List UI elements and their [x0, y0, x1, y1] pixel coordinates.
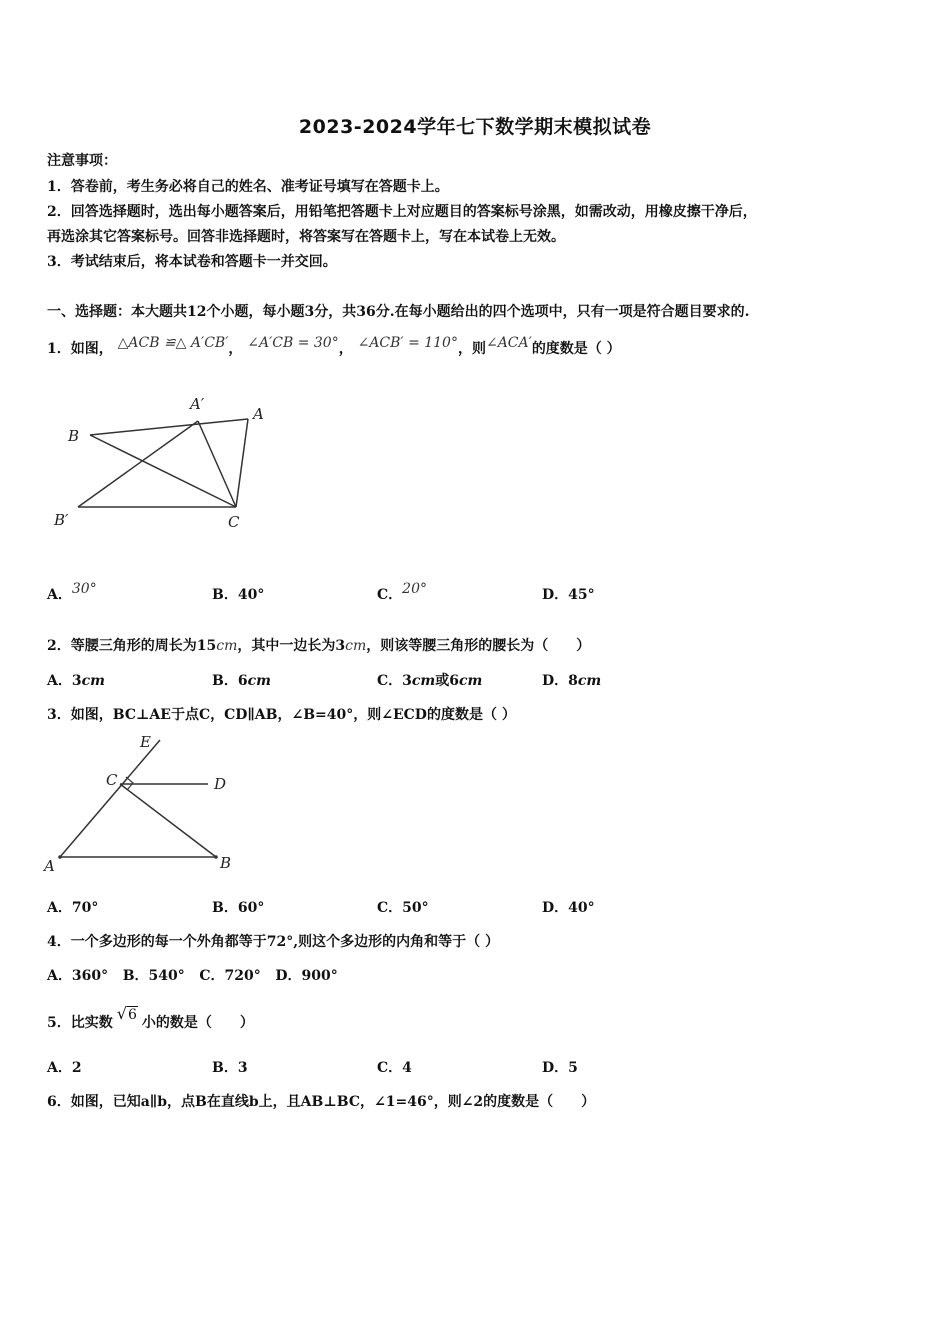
q1-label-C: C — [228, 513, 240, 531]
q5-sqrt — [117, 1005, 138, 1024]
q1-suffix: 的度数是（ ） — [531, 341, 621, 357]
q1-segment-Ap-C — [198, 421, 236, 507]
q5-prefix: 5．比实数 — [47, 1015, 113, 1031]
notice-heading: 注意事项： — [47, 153, 117, 169]
q2-option-B-label: B． — [212, 673, 238, 689]
q2-option-D-num: 8 — [568, 673, 578, 689]
q5-option-C-label: C． — [377, 1060, 403, 1076]
q1-option-D[interactable] — [542, 586, 595, 604]
q5-option-D-value: 5 — [568, 1060, 578, 1076]
q2-option-A-label: A． — [47, 673, 72, 689]
q3-option-B-label: B． — [212, 900, 238, 916]
q2-option-C-unit1: cm — [411, 673, 436, 689]
q5-option-D[interactable] — [542, 1059, 578, 1077]
question-3: 3．如图，BC⊥AE于点C，CD∥AB，∠B=40°，则∠ECD的度数是（ ） — [47, 707, 516, 723]
q3-option-C-label: C． — [377, 900, 403, 916]
q1-label-B-prime: B′ — [54, 511, 69, 529]
q2-option-B-unit: cm — [247, 673, 271, 689]
q5-suffix: 小的数是（ ） — [141, 1015, 254, 1031]
q3-point-B — [214, 855, 218, 859]
q3-label-C: C — [106, 771, 118, 789]
q2-option-D[interactable] — [542, 672, 601, 690]
q3-option-A-label: A． — [47, 900, 72, 916]
q2-option-B[interactable] — [212, 672, 271, 690]
question-6: 6．如图，已知a∥b，点B在直线b上，且AB⊥BC，∠1=46°，则∠2的度数是（ ） — [47, 1094, 596, 1110]
q1-segment-B-A — [90, 419, 248, 435]
q3-option-D[interactable] — [542, 899, 595, 917]
q3-label-B: B — [220, 854, 232, 872]
q2-option-C-num2: 6 — [449, 673, 459, 689]
q1-segment-A-C — [236, 419, 248, 507]
q1-option-C-value: 20° — [402, 581, 427, 597]
notice-item-2: 2．回答选择题时，选出每小题答案后，用铅笔把答题卡上对应题目的答案标号涂黑，如需改动，用橡皮擦干净后， — [47, 204, 757, 220]
q1-target-angle: ∠ACA′ — [485, 335, 532, 351]
q2-option-A-unit: cm — [81, 673, 105, 689]
q1-sep-2: ， — [338, 341, 353, 357]
q2-option-C-mid: 或 — [435, 673, 450, 689]
q2-option-B-num: 6 — [237, 673, 248, 689]
q3-figure — [40, 730, 240, 880]
q1-label-B: B — [68, 427, 80, 445]
q1-option-D-value: 45° — [568, 587, 595, 603]
q1-option-B[interactable] — [212, 586, 264, 604]
q5-option-B[interactable] — [212, 1059, 248, 1077]
question-5 — [47, 1004, 254, 1032]
q1-figure — [50, 385, 290, 545]
q3-option-C[interactable] — [377, 899, 429, 917]
q2-option-C-unit2: cm — [459, 673, 483, 689]
notice-item-2-cont: 再选涂其它答案标号。回答非选择题时，将答案写在答题卡上，写在本试卷上无效。 — [47, 229, 565, 245]
q5-option-A-value: 2 — [71, 1060, 82, 1076]
q2-text-b: ，其中一边长为3 — [237, 638, 346, 654]
q3-segment-C-B — [120, 784, 216, 857]
q5-radicand: 6 — [127, 1007, 137, 1023]
q2-option-C-label: C． — [377, 673, 403, 689]
sqrt-radical-icon: √ — [116, 1004, 127, 1023]
q1-condition-angle-1: ∠A′CB = 30° — [247, 335, 339, 351]
q1-prefix: 1．如图， — [47, 341, 113, 357]
notice-item-1: 1．答卷前，考生务必将自己的姓名、准考证号填写在答题卡上。 — [47, 179, 449, 195]
q3-option-D-label: D． — [542, 900, 569, 916]
q5-option-C-value: 4 — [402, 1060, 412, 1076]
q3-option-A-value: 70° — [71, 900, 99, 916]
q3-option-C-value: 50° — [402, 900, 429, 916]
q1-condition-congruent: △ACB ≌△ A′CB′ — [117, 335, 229, 351]
q1-option-A-label: A． — [47, 587, 72, 603]
q1-sep-1: ， — [228, 341, 243, 357]
q2-text-a: 2．等腰三角形的周长为15 — [47, 638, 217, 654]
q3-option-D-value: 40° — [568, 900, 595, 916]
q1-option-B-value: 40° — [237, 587, 265, 603]
q2-option-A[interactable] — [47, 672, 105, 690]
section-heading: 一、选择题：本大题共12个小题，每小题3分，共36分.在每小题给出的四个选项中，只有一项是符合题目要求的. — [47, 304, 750, 320]
notice-item-3: 3．考试结束后，将本试卷和答题卡一并交回。 — [47, 254, 337, 270]
exam-title: 2023-2024学年七下数学期末模拟试卷 — [298, 116, 652, 138]
q3-label-A: A — [44, 857, 55, 875]
question-1 — [47, 335, 621, 358]
q1-option-D-label: D． — [542, 587, 569, 603]
question-4: 4．一个多边形的每一个外角都等于72°,则这个多边形的内角和等于（ ） — [47, 934, 499, 950]
q5-option-B-label: B． — [212, 1060, 238, 1076]
q3-point-A — [58, 855, 62, 859]
q1-option-C-label: C． — [377, 587, 403, 603]
q2-option-C-num1: 3 — [402, 673, 412, 689]
q1-option-A[interactable] — [47, 581, 97, 604]
q5-option-B-value: 3 — [237, 1060, 248, 1076]
question-2 — [47, 637, 590, 655]
q2-option-D-label: D． — [542, 673, 569, 689]
q5-option-C[interactable] — [377, 1059, 412, 1077]
q2-option-C[interactable] — [377, 672, 482, 690]
q3-option-A[interactable] — [47, 899, 98, 917]
q3-label-E: E — [140, 733, 151, 751]
q5-option-A[interactable] — [47, 1059, 82, 1077]
q1-label-A: A — [253, 405, 264, 423]
q1-option-B-label: B． — [212, 587, 238, 603]
q1-option-A-value: 30° — [71, 581, 97, 597]
q5-option-A-label: A． — [47, 1060, 72, 1076]
q1-condition-angle-2: ∠ACB′ = 110° — [357, 335, 458, 351]
q3-label-D: D — [214, 775, 227, 793]
q1-label-A-prime: A′ — [190, 395, 205, 413]
q2-option-A-num: 3 — [71, 673, 82, 689]
q1-mid: ，则 — [457, 341, 486, 357]
q2-text-c: ，则该等腰三角形的腰长为（ ） — [366, 638, 591, 654]
q3-option-B[interactable] — [212, 899, 264, 917]
q3-option-B-value: 60° — [237, 900, 265, 916]
q3-segment-A-E — [60, 740, 160, 857]
q2-unit-2: cm — [345, 638, 367, 654]
q1-option-C[interactable] — [377, 581, 427, 604]
q5-option-D-label: D． — [542, 1060, 569, 1076]
q2-unit-1: cm — [216, 638, 238, 654]
q4-options[interactable]: A．360° B．540° C．720° D．900° — [47, 968, 338, 984]
q2-option-D-unit: cm — [577, 673, 602, 689]
